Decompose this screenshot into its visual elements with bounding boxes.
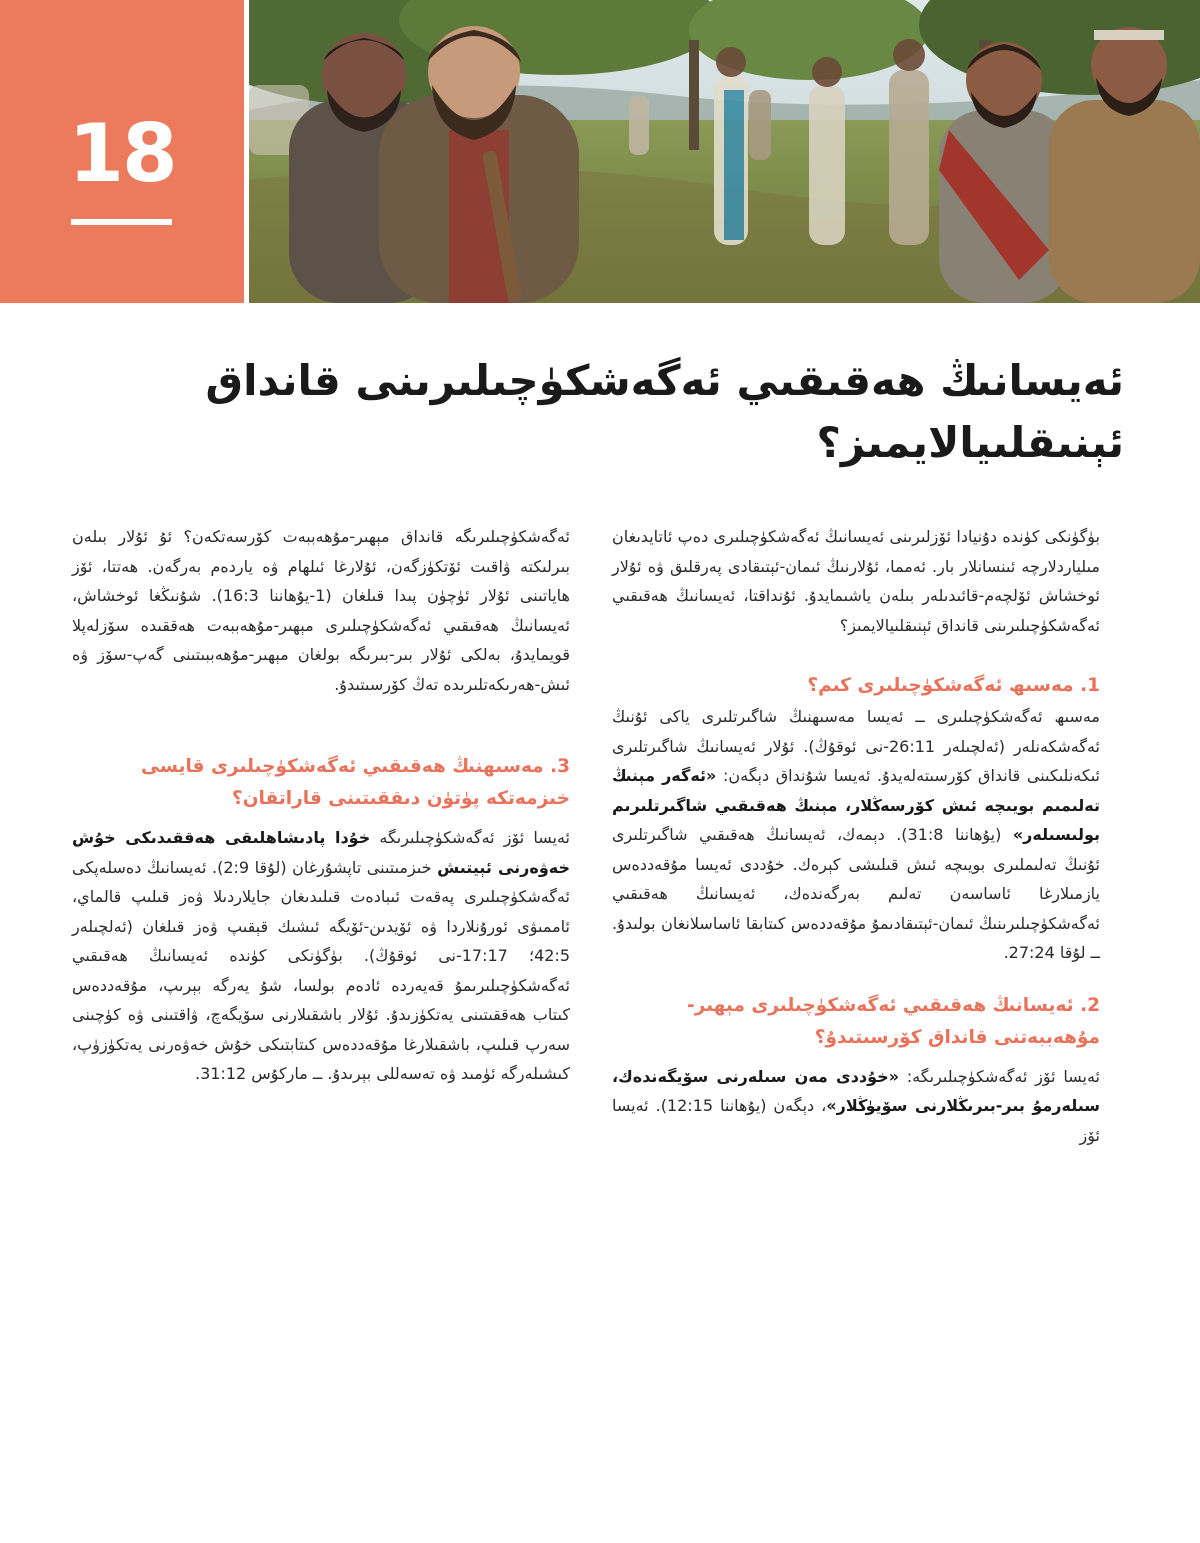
section-question: مەسىھ ئەگەشكۈچىلىرى كىم؟ bbox=[807, 675, 1074, 696]
body-text: ، دېگەن (يۇھاننا 12:15). ئەيسا ئۆز bbox=[612, 1096, 1100, 1145]
column-right bbox=[612, 522, 1100, 1150]
section-heading bbox=[612, 990, 1100, 1054]
body-bold-quote: «خۇددى مەن سىلەرنى سۆيگەندەك، سىلەرمۇ بىر-بىرىڭلارنى سۆيۈڭلار» bbox=[612, 1066, 1100, 1115]
section-question: ئەيسانىڭ ھەقىقىي ئەگەشكۈچىلىرى مېھىر-مۇھەببەتنى قانداق كۆرسىتىدۇ؟ bbox=[686, 994, 1100, 1048]
body-text: (يۇھاننا 31:8). دېمەك، ئەيسانىڭ ھەقىقىي شاگىرتلىرى ئۇنىڭ تەلىملىرى بويىچە ئىش قىلىشى كېرەك. خۇددى ئەيسا مۇقەددەس يازمىلارغا ئاساسەن تەلىم بەرگەندەك، ئەيسانىڭ ھەقىقىي ئەگەشكۈچىلىرىنىڭ ئىمان-ئېتىقادىمۇ مۇقەددەس كىتابقا ئاساسلانغان بولىدۇ. ــ لۇقا 27:24. bbox=[612, 825, 1100, 962]
body-bold-quote: «ئەگەر مېنىڭ تەلىمىم بويىچە ئىش كۆرسەڭلار، مېنىڭ ھەقىقىي شاگىرتلىرىم بولىسىلەر» bbox=[612, 766, 1100, 844]
section-number: 1. bbox=[1080, 675, 1100, 696]
scene-illustration bbox=[249, 0, 1200, 303]
page-title: ئەيسانىڭ ھەقىقىي ئەگەشكۈچىلىرىنى قانداق ئېنىقلىيالايمىز؟ bbox=[205, 356, 1124, 467]
section-body bbox=[612, 702, 1100, 968]
body-text: خىزمىتىنى تاپشۇرغان (لۇقا 2:9). ئەيسانىڭ دەسلەپكى ئەگەشكۈچىلىرى پەقەت ئىبادەت قىلىدىغان جايلاردىلا ۋەز قىلىپ قالماي، ئاممىۋى ئورۇنلاردا ۋە ئۆيدىن-ئۆيگە ئىشىك قېقىپ ۋەز قىلغان (ئەلچىلەر 42:5؛ 17:17-نى ئوقۇڭ). بۈگۈنكى كۈندە ئەيسانىڭ ھەقىقىي ئەگەشكۈچىلىرىمۇ قەيەردە ئادەم بولسا، شۇ يەرگە بېرىپ، مۇقەددەس كىتاب ھەققىتىنى يەتكۈزىدۇ. ئۇلار باشقىلارنى سۆيگەچ، ۋاقتىنى ۋە كۈچىنى سەرپ قىلىپ، باشقىلارغا مۇقەددەس كىتابتىكى خۇش خەۋەرنى يەتكۈزۈپ، كىشىلەرگە ئۈمىد ۋە تەسەللى بېرىدۇ. ــ ماركۇس 31:12. bbox=[72, 857, 570, 1083]
section-question: مەسىھنىڭ ھەقىقىي ئەگەشكۈچىلىرى قايسى خىزمەتكە پۈتۈن دىققىتىنى قاراتقان؟ bbox=[141, 756, 570, 809]
intro-paragraph: بۈگۈنكى كۈندە دۇنيادا ئۆزلىرىنى ئەيسانىڭ ئەگەشكۈچىلىرى دەپ ئاتايدىغان مىلياردلارچە ئىنسانلار بار. ئەمما، ئۇلارنىڭ ئىمان-ئېتىقادى پەرقلىق ۋە ئۇلار ئوخشاش ئۆلچەم-قائىدىلەر بىلەن ياشىمايدۇ. ئۇنداقتا، ئەيسانىڭ ھەقىقىي ئەگەشكۈچىلىرىنى قانداق ئېنىقلىيالايمىز؟ bbox=[612, 527, 1100, 635]
section-heading bbox=[72, 751, 570, 815]
body-bold-phrase: خۇدا پادىشاھلىقى ھەققىدىكى خۇش خەۋەرنى ئېيتىش bbox=[72, 828, 571, 877]
body-text: ئەيسا ئۆز ئەگەشكۈچىلىرىگە bbox=[370, 828, 570, 847]
body-text: ئەيسا ئۆز ئەگەشكۈچىلىرىگە: bbox=[899, 1066, 1100, 1086]
header-photo bbox=[249, 0, 1200, 303]
section-body bbox=[72, 823, 570, 1089]
section-body-continued: ئەگەشكۈچىلىرىگە قانداق مېھىر-مۇھەببەت كۆرسەتكەن؟ ئۇ ئۇلار بىلەن بىرلىكتە ۋاقىت ئۆتكۈزگەن، ئۇلارغا ئىلھام ۋە ياردەم بەرگەن. ھەتتا، ئۆز ھاياتىنى ئۇلار ئۈچۈن پىدا قىلغان (1-يۇھاننا 16:3). شۇنىڭغا ئوخشاش، ئەيسانىڭ ھەقىقىي ئەگەشكۈچىلىرى مېھىر-مۇھەببەت ھەققىدە سۆزلەپلا قويمايدۇ، بەلكى ئۇلار بىر-بىرىگە بولغان مېھىر-مۇھەببىتىنى گەپ-سۆز ۋە ئىش-ھەرىكەتلىرىدە تەڭ كۆرسىتىدۇ. bbox=[72, 527, 570, 694]
lesson-number: 18 bbox=[68, 107, 176, 200]
section-body bbox=[612, 1062, 1100, 1151]
section-number: 2. bbox=[1080, 994, 1100, 1016]
section-number: 3. bbox=[550, 756, 570, 777]
column-left bbox=[72, 522, 570, 1089]
body-text: مەسىھ ئەگەشكۈچىلىرى ــ ئەيسا مەسىھنىڭ شاگىرتلىرى ياكى ئۇنىڭ ئەگەشكەنلەر (ئەلچىلەر 26:11-نى ئوقۇڭ). ئۇلار ئەيسانىڭ شاگىرتلىرى ئىكەنلىكىنى قانداق كۆرسىتەلەيدۇ. ئەيسا شۇنداق دېگەن: bbox=[612, 707, 1100, 785]
lesson-number-underline bbox=[71, 219, 172, 225]
lesson-number-box bbox=[0, 0, 244, 303]
section-heading bbox=[612, 670, 1100, 702]
